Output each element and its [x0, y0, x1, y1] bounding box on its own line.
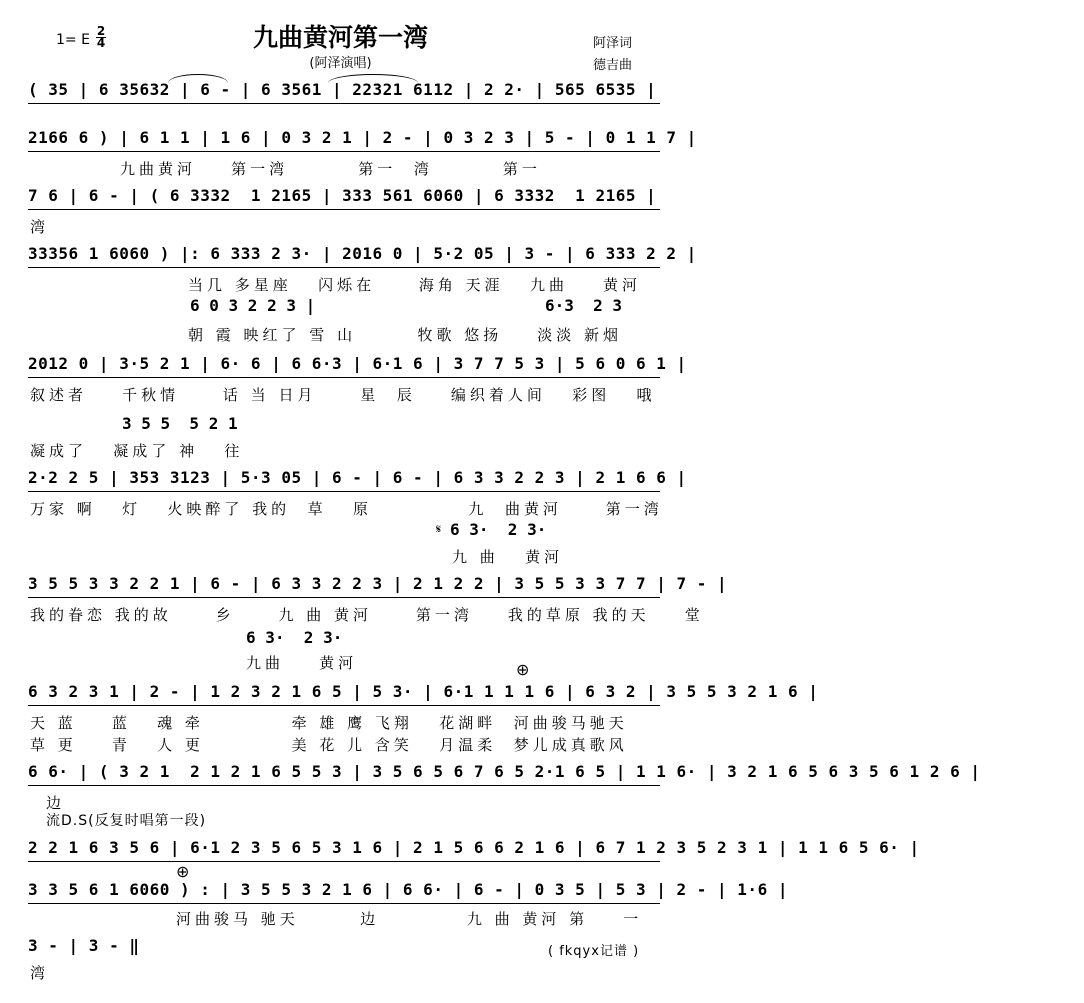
- underline-beam: [28, 377, 660, 378]
- notation-line: 7 6 | 6 - | ( 6 3332 1 2165 | 333 561 6060 | 6 3332 1 2165 |: [28, 186, 657, 205]
- ds-instruction: 流D.S(反复时唱第一段): [46, 813, 207, 829]
- lyric-line: 朝 霞 映红了 雪 山 牧歌 悠扬 淡淡 新烟: [188, 326, 623, 344]
- underline-beam: [28, 151, 660, 152]
- lyricist-credit: 阿泽词: [593, 36, 633, 51]
- notation-line: 2012 0 | 3·5 2 1 | 6· 6 | 6 6·3 | 6·1 6 | 3 7 7 5 3 | 5 6 0 6 1 |: [28, 354, 687, 373]
- lyric-line: 河曲骏马 驰天 边 九 曲 黄河 第 一: [176, 910, 643, 928]
- lyric-line: 九曲黄河 第一湾 第一 湾 第一: [120, 160, 541, 178]
- notation-line: 3 3 5 6 1 6060 ) : | 3 5 5 3 2 1 6 | 6 6· | 6 - | 0 3 5 | 5 3 | 2 - | 1·6 |: [28, 880, 788, 899]
- lyric-line: 万家 啊 灯 火映醉了 我的 草 原 九 曲黄河 第一湾: [30, 500, 663, 518]
- song-subtitle: (阿泽演唱): [309, 56, 372, 71]
- segno-mark: 𝄋: [436, 522, 442, 536]
- notation-line: 2166 6 ) | 6 1 1 | 1 6 | 0 3 2 1 | 2 - | 0 3 2 3 | 5 - | 0 1 1 7 |: [28, 128, 697, 147]
- lyric-line: 草 更 青 人 更 美 花 儿 含笑 月温柔 梦儿成真歌风: [30, 736, 628, 754]
- underline-beam: [28, 597, 660, 598]
- notation-row: [28, 354, 687, 388]
- alternate-notes: 6 3· 2 3·: [450, 520, 547, 539]
- underline-beam: [28, 785, 660, 786]
- slur: [328, 74, 418, 83]
- notation-row: [28, 762, 981, 796]
- alternate-notes: 6·3 2 3: [545, 296, 623, 315]
- notation-line: 2·2 2 5 | 353 3123 | 5·3 05 | 6 - | 6 - | 6 3 3 2 2 3 | 2 1 6 6 |: [28, 468, 687, 487]
- song-title: 九曲黄河第一湾: [252, 23, 428, 52]
- lyric-line: 当几 多星座 闪烁在 海角 天涯 九曲 黄河: [188, 276, 642, 294]
- underline-beam: [28, 103, 660, 104]
- notation-line: 2 2 1 6 3 5 6 | 6·1 2 3 5 6 5 3 1 6 | 2 1 5 6 6 2 1 6 | 6 7 1 2 3 5 2 3 1 | 1 1 6 5 6· |: [28, 838, 920, 857]
- transcriber-credit: ( fkqyx记谱 ): [548, 944, 640, 959]
- notation-row: [28, 574, 728, 608]
- notation-row: [28, 838, 920, 872]
- lyric-line: 天 蓝 蓝 魂 牵 牵 雄 鹰 飞翔 花湖畔 河曲骏马驰天: [30, 714, 628, 732]
- time-bottom: 4: [96, 36, 106, 50]
- time-top: 2: [96, 24, 106, 38]
- underline-beam: [28, 705, 660, 706]
- lyric-line: 我的眷恋 我的故 乡 九 曲 黄河 第一湾 我的草原 我的天 堂: [30, 606, 704, 624]
- lyric-line: 叙述者 千秋情 话 当 日月 星 辰 编织着人间 彩图 哦: [30, 386, 656, 404]
- notation-row: [28, 244, 697, 278]
- notation-line: 3 5 5 3 3 2 2 1 | 6 - | 6 3 3 2 2 3 | 2 1 2 2 | 3 5 5 3 3 7 7 | 7 - |: [28, 574, 728, 593]
- notation-line: 6 6· | ( 3 2 1 2 1 2 1 6 5 5 3 | 3 5 6 5 6 7 6 5 2·1 6 5 | 1 1 6· | 3 2 1 6 5 6 3 5 6 1 2 6 |: [28, 762, 981, 781]
- alternate-notes: 6 0 3 2 2 3 |: [190, 296, 316, 315]
- underline-beam: [28, 903, 660, 904]
- notation-row: [28, 186, 660, 220]
- underline-beam: [28, 861, 660, 862]
- notation-row: [28, 468, 687, 502]
- lyric-line: 湾: [30, 964, 50, 982]
- lyric-line: 湾: [30, 218, 50, 236]
- lyric-line: 凝成了 凝成了 神 往: [30, 442, 244, 460]
- notation-line: 33356 1 6060 ) |: 6 333 2 3· | 2016 0 | 5·2 05 | 3 - | 6 333 2 2 |: [28, 244, 697, 263]
- notation-row: [28, 682, 819, 716]
- notation-line: 3 - | 3 - ‖: [28, 936, 140, 955]
- notation-row: [28, 128, 697, 162]
- composer-credit: 德吉曲: [593, 58, 633, 73]
- notation-row: [28, 80, 660, 114]
- notation-line: ( 35 | 6 35632 | 6 - | 6 3561 | 22321 6112 | 2 2· | 565 6535 |: [28, 80, 657, 99]
- underline-beam: [28, 209, 660, 210]
- key-signature: 1= E: [56, 32, 90, 48]
- underline-beam: [28, 267, 660, 268]
- coda-mark: ⊕: [176, 862, 190, 881]
- alternate-notes: 6 3· 2 3·: [246, 628, 343, 647]
- lyric-line: 边: [46, 794, 66, 812]
- alternate-notes: 3 5 5 5 2 1: [122, 414, 238, 433]
- coda-mark: ⊕: [516, 660, 530, 679]
- slur: [168, 74, 228, 83]
- notation-line: 6 3 2 3 1 | 2 - | 1 2 3 2 1 6 5 | 5 3· | 6·1 1 1 1 6 | 6 3 2 | 3 5 5 3 2 1 6 |: [28, 682, 819, 701]
- underline-beam: [28, 491, 660, 492]
- lyric-line: 九 曲 黄河: [452, 548, 564, 566]
- lyric-line: 九曲 黄河: [246, 654, 358, 672]
